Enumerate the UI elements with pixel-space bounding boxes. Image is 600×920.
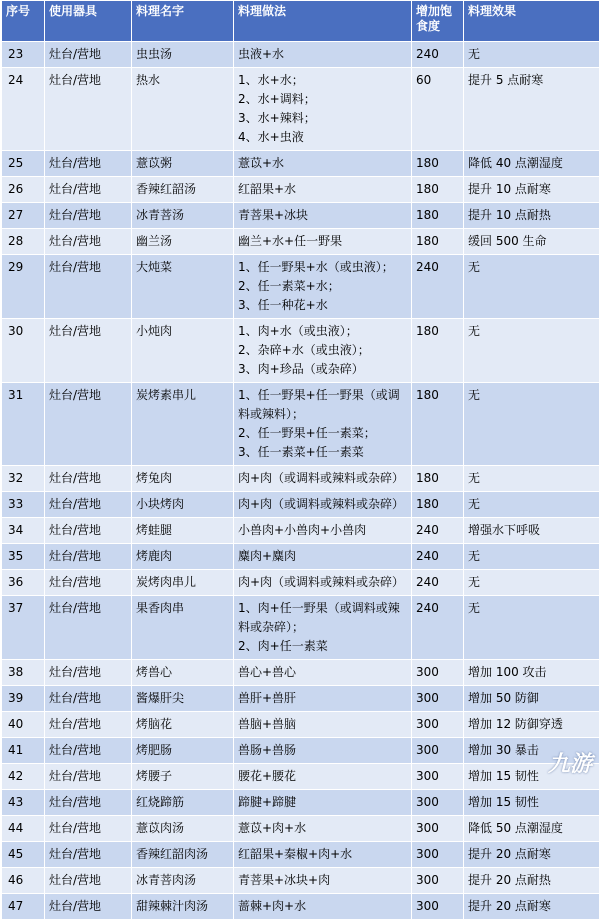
table-row (2, 894, 600, 920)
method-line: 薏苡+肉+水 (238, 821, 307, 835)
cell-satiety: 240 (412, 570, 464, 596)
cell-dish-name: 虫虫汤 (132, 42, 234, 68)
cell-dish-name: 烤兔肉 (132, 466, 234, 492)
header-method: 料理做法 (234, 1, 412, 42)
cell-id: 26 (2, 177, 45, 203)
cell-tool: 灶台/营地 (45, 518, 132, 544)
table-row (2, 842, 600, 868)
cell-tool: 灶台/营地 (45, 712, 132, 738)
cell-id: 31 (2, 383, 45, 466)
table-body (2, 42, 600, 920)
cell-dish-name: 烤鹿肉 (132, 544, 234, 570)
cell-tool: 灶台/营地 (45, 42, 132, 68)
cell-dish-name: 炭烤肉串儿 (132, 570, 234, 596)
cell-satiety: 240 (412, 255, 464, 319)
cell-dish-name: 烤脑花 (132, 712, 234, 738)
cell-dish-name: 薏苡肉汤 (132, 816, 234, 842)
cell-satiety: 300 (412, 660, 464, 686)
method-line: 2、杂碎+水（或虫液）； (238, 343, 370, 357)
cell-tool: 灶台/营地 (45, 790, 132, 816)
cell-dish-name: 香辣红韶肉汤 (132, 842, 234, 868)
cell-id: 38 (2, 660, 45, 686)
cell-effect: 无 (464, 544, 600, 570)
cell-id: 29 (2, 255, 45, 319)
method-line: 2、任一素菜+水； (238, 279, 340, 293)
cell-tool: 灶台/营地 (45, 816, 132, 842)
cell-method (234, 68, 412, 151)
cell-tool: 灶台/营地 (45, 660, 132, 686)
cell-dish-name: 烤腰子 (132, 764, 234, 790)
cell-id: 45 (2, 842, 45, 868)
cell-satiety: 300 (412, 790, 464, 816)
cell-tool: 灶台/营地 (45, 492, 132, 518)
cell-tool: 灶台/营地 (45, 466, 132, 492)
method-line: 3、任一种花+水 (238, 298, 328, 312)
cell-satiety: 180 (412, 466, 464, 492)
method-line: 麋肉+麋肉 (238, 549, 297, 563)
cell-id: 30 (2, 319, 45, 383)
cell-tool: 灶台/营地 (45, 255, 132, 319)
cell-dish-name: 薏苡粥 (132, 151, 234, 177)
cell-satiety: 180 (412, 492, 464, 518)
watermark-logo: 九游 (547, 752, 592, 777)
cell-satiety: 300 (412, 816, 464, 842)
cell-tool: 灶台/营地 (45, 738, 132, 764)
cell-satiety: 240 (412, 544, 464, 570)
cell-effect: 无 (464, 383, 600, 466)
cell-method (234, 229, 412, 255)
method-line: 青菩果+冰块 (238, 208, 309, 222)
cell-id: 23 (2, 42, 45, 68)
table-row (2, 660, 600, 686)
cell-tool: 灶台/营地 (45, 203, 132, 229)
table-row (2, 68, 600, 151)
cell-method (234, 383, 412, 466)
cell-id: 41 (2, 738, 45, 764)
method-line: 2、肉+任一素菜 (238, 639, 328, 653)
method-line: 青菩果+冰块+肉 (238, 873, 331, 887)
method-line: 2、任一野果+任一素菜； (238, 426, 376, 440)
table-row (2, 816, 600, 842)
cell-tool: 灶台/营地 (45, 383, 132, 466)
cell-effect: 无 (464, 466, 600, 492)
method-line: 腰花+腰花 (238, 769, 297, 783)
cell-method (234, 466, 412, 492)
table-row (2, 570, 600, 596)
method-line: 肉+肉（或调料或辣料或杂碎） (238, 471, 405, 485)
table-row (2, 229, 600, 255)
cell-id: 37 (2, 596, 45, 660)
header-dish-name: 料理名字 (132, 1, 234, 42)
cell-method (234, 42, 412, 68)
cell-effect: 增加 15 韧性 (464, 790, 600, 816)
cell-effect: 增加 100 攻击 (464, 660, 600, 686)
table-row (2, 596, 600, 660)
table-row (2, 177, 600, 203)
table-row (2, 518, 600, 544)
header-tool: 使用器具 (45, 1, 132, 42)
cell-effect: 无 (464, 319, 600, 383)
method-line: 蹄腱+蹄腱 (238, 795, 297, 809)
table-row (2, 492, 600, 518)
cell-effect: 无 (464, 570, 600, 596)
cell-dish-name: 红烧蹄筋 (132, 790, 234, 816)
cell-effect: 增强水下呼吸 (464, 518, 600, 544)
cell-effect: 缓回 500 生命 (464, 229, 600, 255)
cell-id: 47 (2, 894, 45, 920)
cell-id: 35 (2, 544, 45, 570)
table-row (2, 319, 600, 383)
method-line: 4、水+虫液 (238, 130, 304, 144)
method-line: 兽肠+兽肠 (238, 743, 297, 757)
method-line: 3、水+辣料； (238, 111, 316, 125)
cell-method (234, 177, 412, 203)
table-row (2, 764, 600, 790)
cell-dish-name: 冰青菩肉汤 (132, 868, 234, 894)
cell-method (234, 738, 412, 764)
table-row (2, 466, 600, 492)
cell-satiety: 180 (412, 319, 464, 383)
cell-satiety: 300 (412, 894, 464, 920)
method-line: 红韶果+水 (238, 182, 297, 196)
cell-effect: 提升 20 点耐热 (464, 868, 600, 894)
cell-satiety: 300 (412, 738, 464, 764)
cell-satiety: 180 (412, 229, 464, 255)
cell-dish-name: 酱爆肝尖 (132, 686, 234, 712)
cell-satiety: 300 (412, 842, 464, 868)
cell-method (234, 151, 412, 177)
header-satiety: 增加饱食度 (412, 1, 464, 42)
method-line: 兽脑+兽脑 (238, 717, 297, 731)
cell-dish-name: 热水 (132, 68, 234, 151)
cell-id: 25 (2, 151, 45, 177)
cell-tool: 灶台/营地 (45, 842, 132, 868)
cell-effect: 增加 12 防御穿透 (464, 712, 600, 738)
table-header-row (2, 1, 600, 42)
method-line: 幽兰+水+任一野果 (238, 234, 343, 248)
method-line: 薏苡+水 (238, 156, 285, 170)
cell-dish-name: 甜辣棘汁肉汤 (132, 894, 234, 920)
method-line: 1、任一野果+任一野果（或调料或辣料）； (238, 388, 400, 421)
cell-dish-name: 烤兽心 (132, 660, 234, 686)
cell-method (234, 255, 412, 319)
cell-satiety: 300 (412, 712, 464, 738)
cell-tool: 灶台/营地 (45, 868, 132, 894)
header-id: 序号 (2, 1, 45, 42)
cell-dish-name: 大炖菜 (132, 255, 234, 319)
cell-tool: 灶台/营地 (45, 596, 132, 660)
method-line: 1、任一野果+水（或虫液）； (238, 260, 394, 274)
table-row (2, 255, 600, 319)
cell-method (234, 868, 412, 894)
cell-method (234, 492, 412, 518)
cell-id: 28 (2, 229, 45, 255)
cell-tool: 灶台/营地 (45, 68, 132, 151)
method-line: 2、水+调料； (238, 92, 316, 106)
cell-id: 34 (2, 518, 45, 544)
cell-effect: 降低 40 点潮湿度 (464, 151, 600, 177)
cell-id: 44 (2, 816, 45, 842)
cell-satiety: 60 (412, 68, 464, 151)
cell-satiety: 180 (412, 151, 464, 177)
cell-satiety: 240 (412, 518, 464, 544)
method-line: 1、肉+水（或虫液）； (238, 324, 358, 338)
method-line: 蔷棘+肉+水 (238, 899, 307, 913)
cell-dish-name: 果香肉串 (132, 596, 234, 660)
cell-effect: 提升 10 点耐寒 (464, 177, 600, 203)
method-line: 虫液+水 (238, 47, 285, 61)
method-line: 3、肉+珍品（或杂碎） (238, 362, 364, 376)
cell-effect: 增加 30 暴击 (464, 738, 600, 764)
cell-dish-name: 烤蛙腿 (132, 518, 234, 544)
cell-tool: 灶台/营地 (45, 319, 132, 383)
table-row (2, 42, 600, 68)
method-line: 肉+肉（或调料或辣料或杂碎） (238, 575, 405, 589)
cell-id: 39 (2, 686, 45, 712)
cell-method (234, 816, 412, 842)
table-row (2, 383, 600, 466)
cell-tool: 灶台/营地 (45, 151, 132, 177)
cell-dish-name: 烤肥肠 (132, 738, 234, 764)
cell-method (234, 894, 412, 920)
method-line: 小兽肉+小兽肉+小兽肉 (238, 523, 367, 537)
header-effect: 料理效果 (464, 1, 600, 42)
cell-effect: 无 (464, 42, 600, 68)
cell-tool: 灶台/营地 (45, 544, 132, 570)
cell-dish-name: 小炖肉 (132, 319, 234, 383)
table-row (2, 686, 600, 712)
cell-method (234, 764, 412, 790)
cell-method (234, 570, 412, 596)
cell-method (234, 203, 412, 229)
cell-satiety: 300 (412, 764, 464, 790)
table-row (2, 712, 600, 738)
cell-method (234, 842, 412, 868)
cell-dish-name: 炭烤素串儿 (132, 383, 234, 466)
cell-tool: 灶台/营地 (45, 177, 132, 203)
cell-tool: 灶台/营地 (45, 894, 132, 920)
cell-effect: 降低 50 点潮湿度 (464, 816, 600, 842)
cell-id: 43 (2, 790, 45, 816)
table-row (2, 738, 600, 764)
cell-satiety: 180 (412, 203, 464, 229)
cell-method (234, 544, 412, 570)
method-line: 兽心+兽心 (238, 665, 297, 679)
cell-effect: 无 (464, 255, 600, 319)
table-row (2, 790, 600, 816)
table-row (2, 868, 600, 894)
method-line: 肉+肉（或调料或辣料或杂碎） (238, 497, 405, 511)
method-line: 兽肝+兽肝 (238, 691, 297, 705)
cell-tool: 灶台/营地 (45, 229, 132, 255)
cell-dish-name: 冰青菩汤 (132, 203, 234, 229)
cell-method (234, 596, 412, 660)
cell-satiety: 300 (412, 868, 464, 894)
recipe-table (1, 0, 600, 920)
method-line: 3、任一素菜+任一素菜 (238, 445, 364, 459)
cell-id: 27 (2, 203, 45, 229)
cell-id: 42 (2, 764, 45, 790)
cell-method (234, 686, 412, 712)
cell-id: 40 (2, 712, 45, 738)
cell-dish-name: 幽兰汤 (132, 229, 234, 255)
cell-id: 33 (2, 492, 45, 518)
method-line: 1、水+水； (238, 73, 304, 87)
cell-id: 32 (2, 466, 45, 492)
cell-effect: 增加 15 韧性 (464, 764, 600, 790)
cell-effect: 提升 20 点耐寒 (464, 894, 600, 920)
method-line: 红韶果+秦椒+肉+水 (238, 847, 353, 861)
cell-method (234, 712, 412, 738)
cell-effect: 增加 50 防御 (464, 686, 600, 712)
cell-satiety: 240 (412, 596, 464, 660)
cell-satiety: 180 (412, 383, 464, 466)
method-line: 1、肉+任一野果（或调料或辣料或杂碎）； (238, 601, 400, 634)
cell-method (234, 518, 412, 544)
cell-tool: 灶台/营地 (45, 764, 132, 790)
table-row (2, 203, 600, 229)
cell-effect: 无 (464, 492, 600, 518)
cell-effect: 提升 10 点耐热 (464, 203, 600, 229)
cell-satiety: 300 (412, 686, 464, 712)
cell-effect: 提升 20 点耐寒 (464, 842, 600, 868)
cell-satiety: 240 (412, 42, 464, 68)
table-row (2, 151, 600, 177)
table-row (2, 544, 600, 570)
cell-method (234, 660, 412, 686)
cell-satiety: 180 (412, 177, 464, 203)
cell-dish-name: 香辣红韶汤 (132, 177, 234, 203)
cell-method (234, 790, 412, 816)
cell-id: 46 (2, 868, 45, 894)
cell-effect: 提升 5 点耐寒 (464, 68, 600, 151)
cell-id: 24 (2, 68, 45, 151)
cell-dish-name: 小块烤肉 (132, 492, 234, 518)
cell-method (234, 319, 412, 383)
cell-tool: 灶台/营地 (45, 570, 132, 596)
cell-id: 36 (2, 570, 45, 596)
cell-tool: 灶台/营地 (45, 686, 132, 712)
cell-effect: 无 (464, 596, 600, 660)
